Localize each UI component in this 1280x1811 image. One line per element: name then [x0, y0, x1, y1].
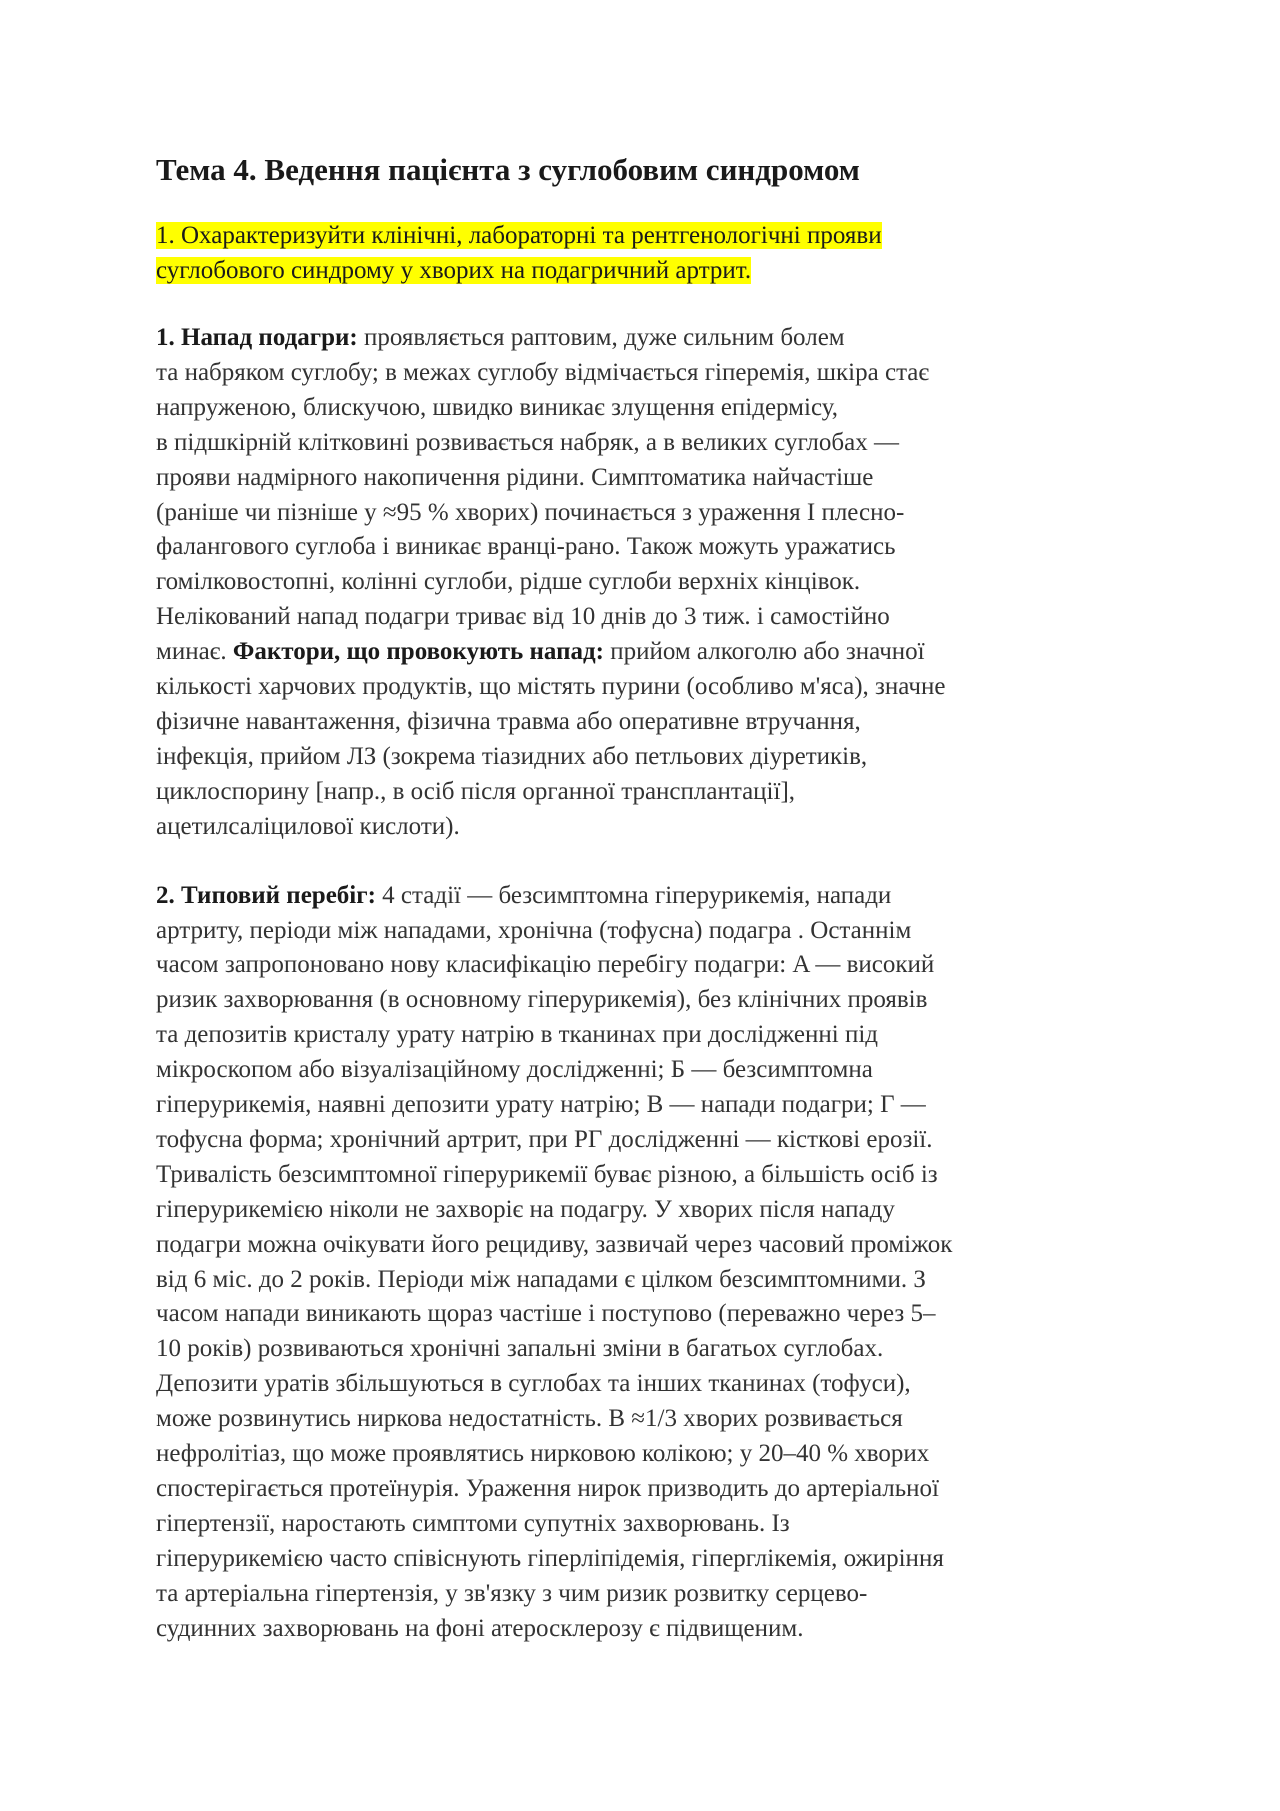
text-line: мікроскопом або візуалізаційному дослідженні; Б — безсимптомна	[156, 1056, 873, 1084]
text-line: гіперурикемією ніколи не захворіє на подагру. У хворих після нападу	[156, 1195, 895, 1223]
text-line: нефролітіаз, що може проявлятись нирковою колікою; у 20–40 % хворих	[156, 1440, 930, 1468]
section-typical-course	[156, 879, 1136, 1647]
text-line: подагри можна очікувати його рецидиву, зазвичай через часовий проміжок	[156, 1230, 953, 1258]
text-line: гіперурикемія, наявні депозити урату натрію; В — напади подагри; Г —	[156, 1091, 926, 1119]
text-line: спостерігається протеїнурія. Ураження нирок призводить до артеріальної	[156, 1475, 939, 1502]
text-line: гіперурикемією часто співіснують гіперліпідемія, гіперглікемія, ожиріння	[156, 1544, 944, 1572]
page-title: Тема 4. Ведення пацієнта з суглобовим синдромом	[156, 152, 860, 187]
text-line: кількості харчових продуктів, що містять пурини (особливо м'яса), значне	[156, 673, 946, 701]
text-line: тофусна форма; хронічний артрит, при РГ дослідженні — кісткові ерозії.	[156, 1125, 933, 1153]
section2-heading: 2. Типовий перебіг:	[156, 881, 376, 909]
factors-heading: Фактори, що провокують напад:	[232, 638, 604, 666]
text-line: Депозити уратів збільшуються в суглобах та інших тканинах (тофуси),	[156, 1370, 911, 1398]
text-line: гіпертензії, наростають симптоми супутніх захворювань. Із	[156, 1509, 790, 1537]
text-line: Нелікований напад подагри триває від 10 днів до 3 тиж. і самостійно	[156, 603, 890, 631]
text-line: може розвинутись ниркова недостатність. В ≈1/3 хворих розвивається	[156, 1405, 903, 1433]
text-line: 10 років) розвиваються хронічні запальні зміни в багатьох суглобах.	[156, 1335, 884, 1363]
section1-line-1: 1. Напад подагри: проявляється раптовим, дуже сильним болем	[156, 324, 845, 351]
text-line: часом запропоновано нову класифікацію перебігу подагри: A — високий	[156, 951, 935, 979]
text-line: прояви надмірного накопичення рідини. Симптоматика найчастіше	[156, 463, 874, 491]
section2-line-1: 2. Типовий перебіг: 4 стадії — безсимптомна гіперурикемія, напади	[156, 881, 892, 909]
text-line: в підшкірній клітковині розвивається набряк, а в великих суглобах —	[156, 428, 899, 456]
text-line: гомілковостопні, колінні суглоби, рідше суглоби верхніх кінцівок.	[156, 568, 861, 596]
text-line: та артеріальна гіпертензія, у зв'язку з чим ризик розвитку серцево-	[156, 1579, 868, 1607]
section-gout-attack	[156, 321, 1136, 845]
text-line: ризик захворювання (в основному гіперурикемія), без клінічних проявів	[156, 986, 928, 1014]
text-line: та депозитів кристалу урату натрію в тканинах при дослідженні під	[156, 1021, 879, 1049]
text-line: від 6 міс. до 2 років. Періоди між нападами є цілком безсимптомними. З	[156, 1265, 926, 1293]
question-line-1: 1. Охарактеризуйти клінічні, лабораторні та рентгенологічні прояви	[156, 222, 882, 249]
text-line: Тривалість безсимптомної гіперурикемії буває різною, а більшість осіб із	[156, 1160, 938, 1188]
text-line: часом напади виникають щораз частіше і поступово (переважно через 5–	[156, 1300, 936, 1328]
text-line: інфекція, прийом ЛЗ (зокрема тіазидних або петльових діуретиків,	[156, 742, 868, 770]
text-line: судинних захворювань на фоні атеросклерозу є підвищеним.	[156, 1614, 804, 1642]
text-line: фізичне навантаження, фізична травма або оперативне втручання,	[156, 707, 861, 735]
text-line: фалангового суглоба і виникає вранці-рано. Також можуть уражатись	[156, 533, 896, 561]
question-line-2: суглобового синдрому у хворих на подагричний артрит.	[156, 257, 752, 284]
text-line: артриту, періоди між нападами, хронічна (тофусна) подагра . Останнім	[156, 916, 912, 944]
document-page	[156, 150, 1136, 1681]
question-highlight	[156, 218, 1136, 288]
text-line: та набряком суглобу; в межах суглобу відмічається гіперемія, шкіра стає	[156, 358, 930, 386]
text-line: циклоспорину [напр., в осіб після органної трансплантації],	[156, 777, 796, 805]
section1-factors-line: минає. Фактори, що провокують напад: прийом алкоголю або значної	[156, 638, 925, 666]
text-line: ацетилсаліцилової кислоти).	[156, 812, 460, 840]
section1-heading: 1. Напад подагри:	[156, 324, 358, 351]
text-line: (раніше чи пізніше у ≈95 % хворих) починається з ураження I плесно-	[156, 498, 905, 526]
text-line: напруженою, блискучою, швидко виникає злущення епідермісу,	[156, 393, 838, 421]
